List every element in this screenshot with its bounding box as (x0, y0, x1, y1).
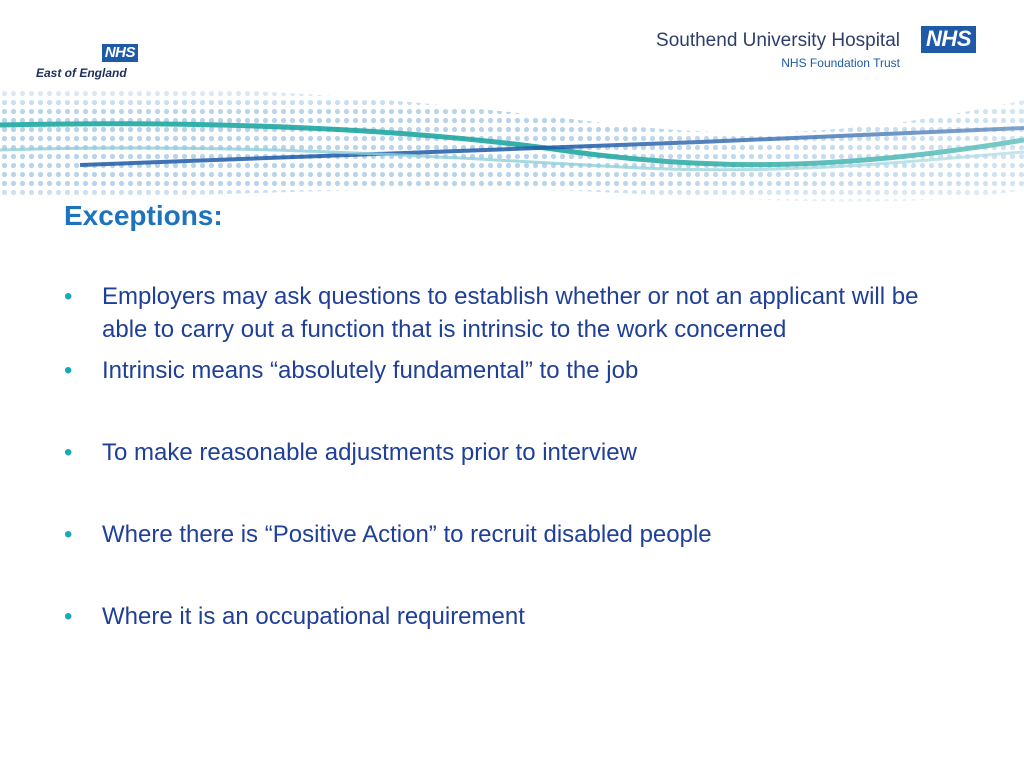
bullet-text: Where it is an occupational requirement (102, 603, 525, 630)
bullet-marker: • (64, 283, 73, 310)
decorative-swoosh-banner (0, 80, 1024, 210)
hospital-logo (616, 26, 976, 72)
bullet-marker: • (64, 521, 73, 548)
bullet-list (64, 280, 944, 633)
nhs-east-of-england-logo (36, 44, 140, 84)
slide-title: Exceptions: (64, 200, 223, 231)
bullet-text: Intrinsic means “absolutely fundamental” to the job (102, 357, 639, 384)
list-item (64, 354, 944, 387)
region-name: East of England (36, 66, 127, 80)
nhs-logo-badge: NHS (102, 44, 138, 62)
bullet-text: Employers may ask questions to establish whether or not an applicant will be able to carry out a function that is intrinsic to the work concerned (102, 283, 919, 343)
list-item (64, 280, 944, 346)
list-item (64, 436, 944, 469)
bullet-marker: • (64, 439, 73, 466)
bullet-marker: • (64, 357, 73, 384)
hospital-name: Southend University Hospital (656, 30, 900, 51)
bullet-text: Where there is “Positive Action” to recruit disabled people (102, 521, 712, 548)
nhs-logo-badge: NHS (921, 26, 976, 53)
bullet-marker: • (64, 603, 73, 630)
trust-name: NHS Foundation Trust (781, 56, 900, 70)
list-item (64, 600, 944, 633)
list-item (64, 518, 944, 551)
bullet-text: To make reasonable adjustments prior to interview (102, 439, 637, 466)
